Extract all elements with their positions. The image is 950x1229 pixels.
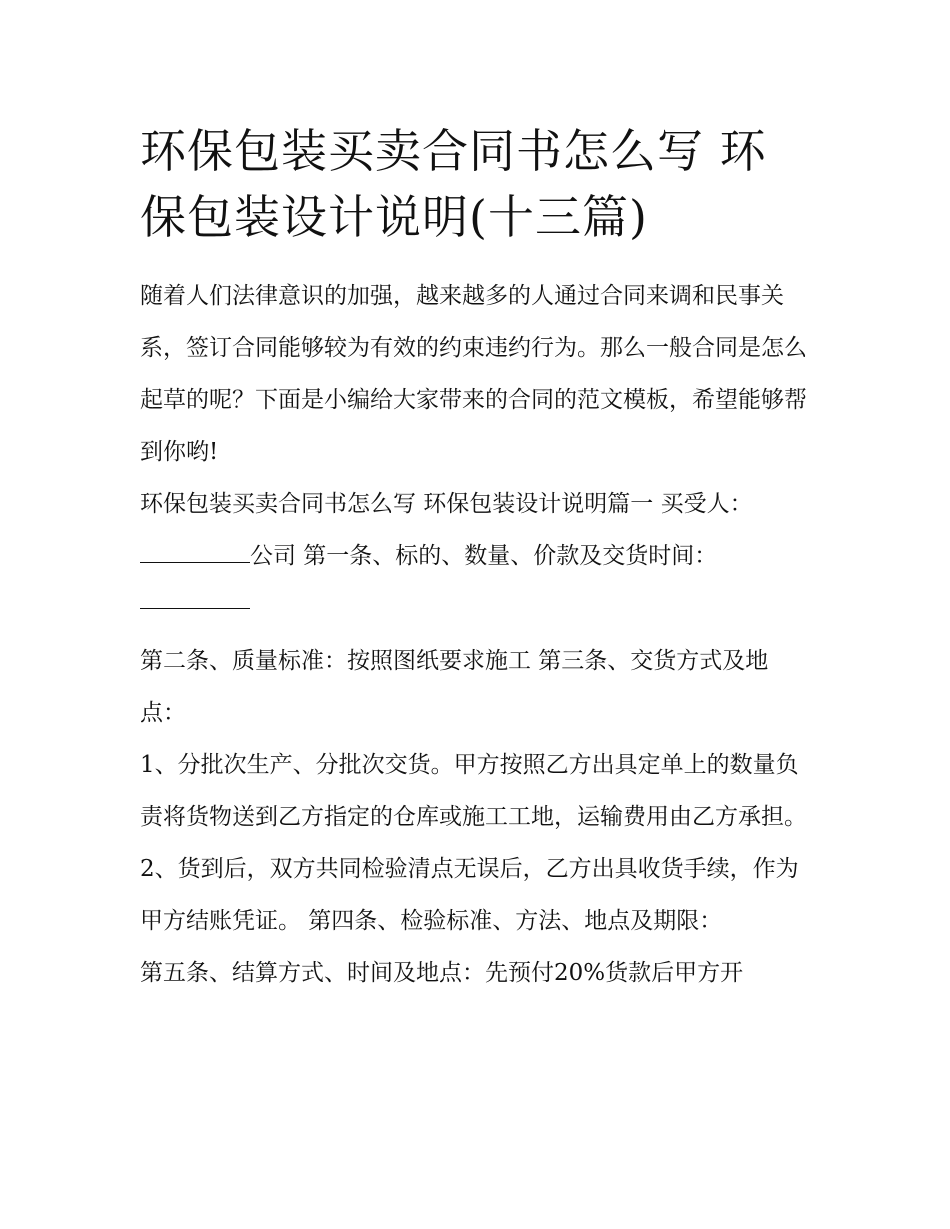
document-title: 环保包装买卖合同书怎么写 环保包装设计说明(十三篇): [140, 124, 767, 244]
document-page: [140, 118, 812, 999]
blank-underline: [140, 540, 250, 563]
article-5: 第五条、结算方式、时间及地点：先预付20%货款后甲方开: [140, 960, 744, 986]
blank-underline-line: [140, 582, 250, 609]
article-2: 第二条、质量标准：按照图纸要求施工 第三条、交货方式及地点：: [140, 648, 769, 726]
section-heading: 环保包装买卖合同书怎么写 环保包装设计说明篇一 买受人：: [140, 491, 753, 517]
article-1: [140, 530, 812, 582]
item-1: 1、分批次生产、分批次交货。甲方按照乙方出具定单上的数量负责将货物送到乙方指定的仓库或施工工地，运输费用由乙方承担。: [140, 752, 807, 830]
article-1-text: 公司 第一条、标的、数量、价款及交货时间：: [250, 543, 718, 569]
item-2: 2、货到后，双方共同检验清点无误后，乙方出具收货手续，作为甲方结账凭证。 第四条、检验标准、方法、地点及期限：: [140, 856, 799, 934]
intro-paragraph: 随着人们法律意识的加强，越来越多的人通过合同来调和民事关系，签订合同能够较为有效的约束违约行为。那么一般合同是怎么起草的呢？下面是小编给大家带来的合同的范文模板，希望能够帮到你哟!: [140, 283, 807, 465]
